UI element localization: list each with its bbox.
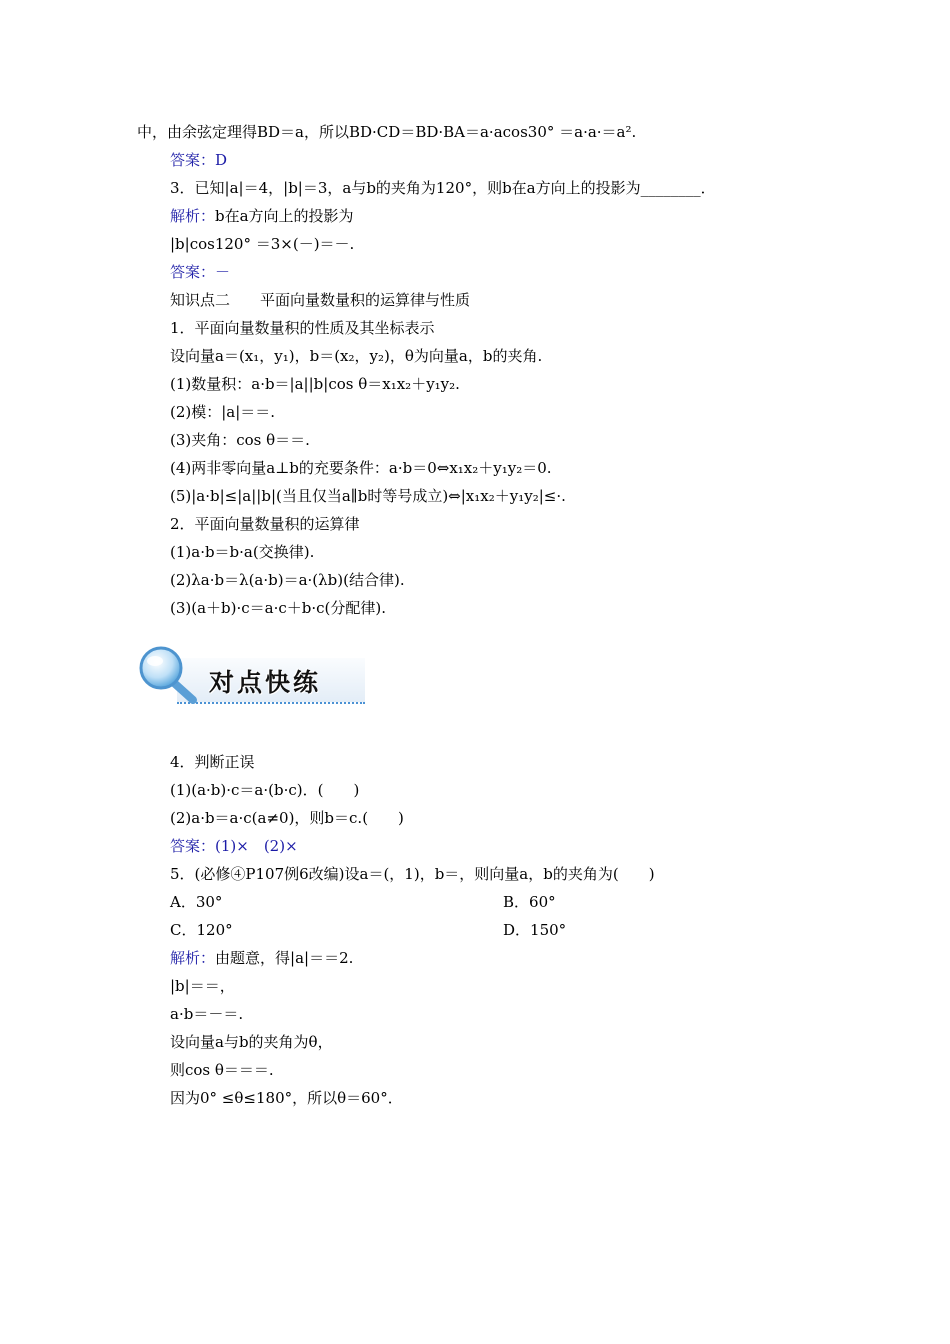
text-line: (3)(a＋b)·c＝a·c＋b·c(分配律). bbox=[170, 599, 387, 617]
option-d: D．150° bbox=[503, 921, 567, 939]
answer-line: 答案：D bbox=[170, 151, 228, 169]
text-line: (1)(a·b)·c＝a·(b·c)．( ) bbox=[170, 781, 360, 799]
subsection-heading: 1．平面向量数量积的性质及其坐标表示 bbox=[170, 319, 435, 337]
answer-line: 答案：(1)× (2)× bbox=[170, 837, 298, 855]
analysis-line: 解析：b在a方向上的投影为 bbox=[170, 207, 354, 225]
text-line: (3)夹角：cos θ＝＝. bbox=[170, 431, 310, 449]
answer-line: 答案：－ bbox=[170, 263, 231, 281]
text-line: (2)模：|a|＝＝. bbox=[170, 403, 276, 421]
option-b: B．60° bbox=[503, 893, 556, 911]
text-line: (2)λa·b＝λ(a·b)＝a·(λb)(结合律). bbox=[170, 571, 405, 589]
text-line: |b|＝＝， bbox=[170, 977, 235, 995]
text-line: 中，由余弦定理得BD＝a，所以BD·CD＝BD·BA＝a·acos30° ＝a·a·＝a². bbox=[137, 123, 637, 141]
text-line: (1)数量积：a·b＝|a||b|cos θ＝x₁x₂＋y₁y₂. bbox=[170, 375, 460, 393]
subsection-heading: 2．平面向量数量积的运算律 bbox=[170, 515, 360, 533]
text-line: |b|cos120° ＝3×(－)＝－. bbox=[170, 235, 355, 253]
analysis-line: 解析：由题意，得|a|＝＝2. bbox=[170, 949, 354, 967]
analysis-label: 解析： bbox=[170, 207, 216, 225]
text-line: (5)|a·b|≤|a||b|(当且仅当a∥b时等号成立)⇔|x₁x₂＋y₁y₂|≤·. bbox=[170, 487, 566, 505]
option-a: A．30° bbox=[170, 893, 223, 911]
practice-banner bbox=[137, 644, 367, 706]
question-5: 5．(必修④P107例6改编)设a＝(，1)，b＝，则向量a，b的夹角为( ) bbox=[170, 865, 655, 883]
text-line: 设向量a与b的夹角为θ， bbox=[170, 1033, 333, 1051]
text-line: (4)两非零向量a⊥b的充要条件：a·b＝0⇔x₁x₂＋y₁y₂＝0. bbox=[170, 459, 552, 477]
question-3: 3．已知|a|＝4，|b|＝3，a与b的夹角为120°，则b在a方向上的投影为________． bbox=[170, 179, 716, 197]
banner-title: 对点快练 bbox=[209, 668, 322, 697]
option-c: C．120° bbox=[170, 921, 233, 939]
text-line: 设向量a＝(x₁，y₁)，b＝(x₂，y₂)，θ为向量a，b的夹角. bbox=[170, 347, 543, 365]
magnifier-icon bbox=[137, 644, 207, 706]
text-line: a·b＝－＝. bbox=[170, 1005, 244, 1023]
text-line: (2)a·b＝a·c(a≠0)，则b＝c.( ) bbox=[170, 809, 404, 827]
text-line: 则cos θ＝＝＝. bbox=[170, 1061, 274, 1079]
analysis-label: 解析： bbox=[170, 949, 216, 967]
question-4: 4．判断正误 bbox=[170, 753, 255, 771]
text-line: 因为0° ≤θ≤180°，所以θ＝60°． bbox=[170, 1089, 403, 1107]
section-heading: 知识点二 平面向量数量积的运算律与性质 bbox=[170, 291, 471, 309]
text-line: (1)a·b＝b·a(交换律). bbox=[170, 543, 315, 561]
